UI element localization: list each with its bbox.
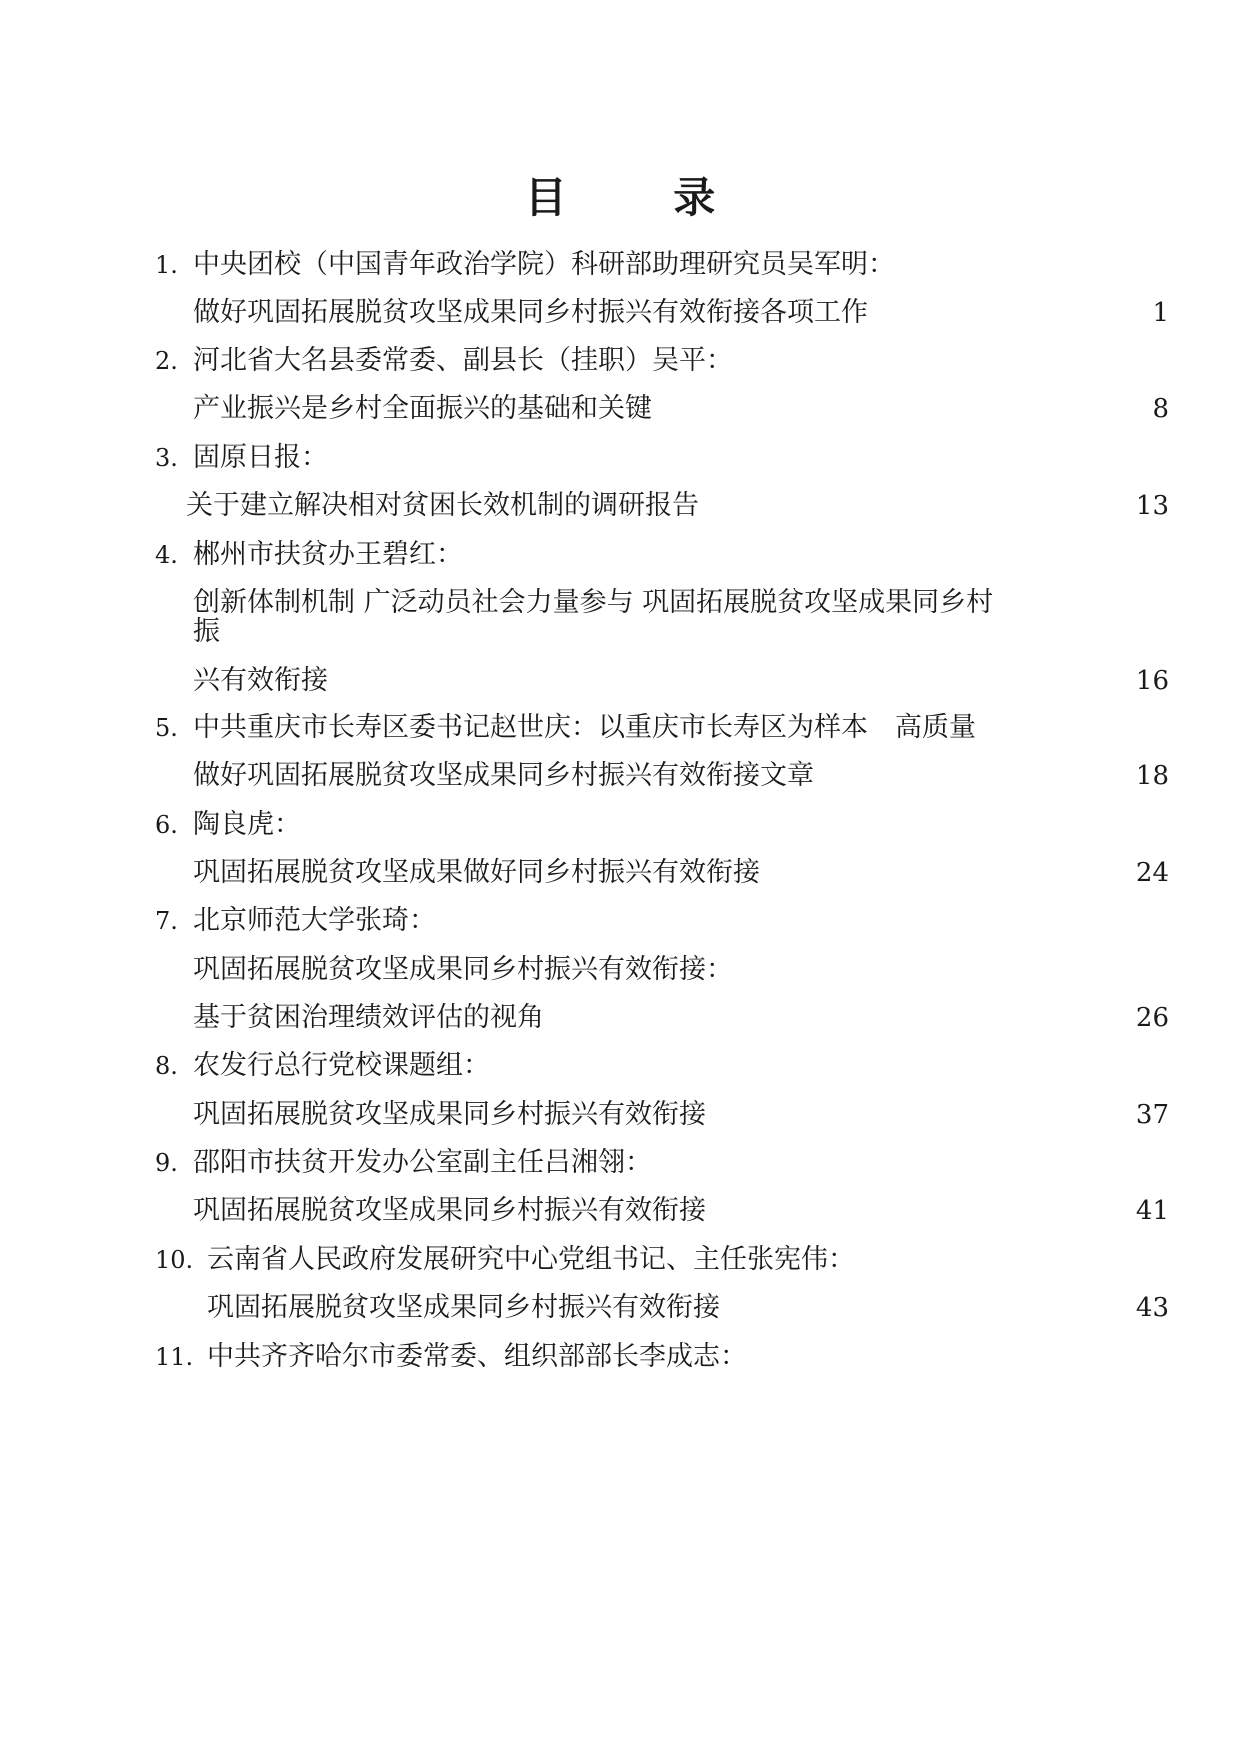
entry-heading-text: 云南省人民政府发展研究中心党组书记、主任张宪伟：	[207, 1244, 855, 1275]
entry-title-text: 产业振兴是乡村全面振兴的基础和关键	[193, 393, 652, 424]
toc-entry-title[interactable]	[0, 1095, 1240, 1135]
page-number: 43	[1135, 1293, 1169, 1323]
entry-heading-text: 固原日报：	[193, 442, 328, 473]
entry-number: 10.	[155, 1246, 194, 1274]
entry-title-text: 兴有效衔接	[193, 665, 328, 696]
toc-entry-title[interactable]	[0, 756, 1240, 796]
entry-title-text: 巩固拓展脱贫攻坚成果同乡村振兴有效衔接：	[193, 954, 733, 985]
toc-entry-heading[interactable]	[0, 1046, 1240, 1086]
toc-entry-heading[interactable]	[0, 1240, 1240, 1280]
entry-heading-text: 郴州市扶贫办王碧红：	[193, 539, 463, 570]
toc-entry-title[interactable]	[0, 853, 1240, 893]
entry-number: 7.	[155, 907, 178, 935]
entry-number: 8.	[155, 1052, 178, 1080]
toc-entry-heading[interactable]	[0, 1337, 1240, 1377]
page-number: 37	[1135, 1100, 1169, 1130]
entry-number: 4.	[155, 541, 178, 569]
toc-entry-heading[interactable]	[0, 708, 1240, 748]
toc-entry-title[interactable]	[0, 293, 1240, 333]
page-title: 目 录	[524, 173, 762, 222]
toc-entry-title[interactable]	[0, 998, 1240, 1038]
entry-heading-text: 北京师范大学张琦：	[193, 905, 436, 936]
entry-heading-text: 中共重庆市长寿区委书记赵世庆：以重庆市长寿区为样本 高质量	[193, 712, 976, 743]
entry-title-text: 巩固拓展脱贫攻坚成果做好同乡村振兴有效衔接	[193, 857, 760, 888]
entry-number: 6.	[155, 811, 178, 839]
toc-entry-title[interactable]	[0, 486, 1240, 526]
entry-title-text: 巩固拓展脱贫攻坚成果同乡村振兴有效衔接	[193, 1195, 706, 1226]
toc-entry-title[interactable]	[0, 661, 1240, 701]
entry-number: 1.	[155, 251, 178, 279]
entry-heading-text: 河北省大名县委常委、副县长（挂职）吴平：	[193, 345, 733, 376]
entry-heading-text: 陶良虎：	[193, 809, 301, 840]
toc-entry-heading[interactable]	[0, 438, 1240, 478]
toc-entry-heading[interactable]	[0, 901, 1240, 941]
page-number: 41	[1135, 1196, 1169, 1226]
entry-title-text: 基于贫困治理绩效评估的视角	[193, 1002, 544, 1033]
entry-title-text: 关于建立解决相对贫困长效机制的调研报告	[186, 490, 699, 521]
page-number: 8	[1152, 394, 1169, 424]
entry-heading-text: 中央团校（中国青年政治学院）科研部助理研究员吴军明：	[193, 249, 895, 280]
entry-title-text: 振	[193, 616, 220, 647]
toc-entry-title[interactable]	[0, 950, 1240, 990]
toc-entry-heading[interactable]	[0, 535, 1240, 575]
entry-heading-text: 中共齐齐哈尔市委常委、组织部部长李成志：	[207, 1341, 747, 1372]
toc-entry-title[interactable]	[0, 612, 1240, 652]
toc-entry-heading[interactable]	[0, 1143, 1240, 1183]
toc-entry-title[interactable]	[0, 1288, 1240, 1328]
entry-number: 5.	[155, 714, 178, 742]
entry-number: 11.	[155, 1343, 194, 1371]
page-number: 24	[1135, 858, 1169, 888]
toc-entry-heading[interactable]	[0, 805, 1240, 845]
entry-title-text: 巩固拓展脱贫攻坚成果同乡村振兴有效衔接	[207, 1292, 720, 1323]
toc-entry-title[interactable]	[0, 389, 1240, 429]
page-number: 13	[1135, 491, 1169, 521]
page-number: 16	[1135, 666, 1169, 696]
toc-entry-heading[interactable]	[0, 245, 1240, 285]
entry-number: 9.	[155, 1149, 178, 1177]
entry-title-text: 创新体制机制 广泛动员社会力量参与 巩固拓展脱贫攻坚成果同乡村	[193, 587, 994, 618]
entry-number: 3.	[155, 444, 178, 472]
entry-heading-text: 农发行总行党校课题组：	[193, 1050, 490, 1081]
page-number: 26	[1135, 1003, 1169, 1033]
entry-title-text: 做好巩固拓展脱贫攻坚成果同乡村振兴有效衔接文章	[193, 760, 814, 791]
entry-number: 2.	[155, 347, 178, 375]
page-number: 18	[1135, 761, 1169, 791]
toc-entry-heading[interactable]	[0, 341, 1240, 381]
entry-title-text: 做好巩固拓展脱贫攻坚成果同乡村振兴有效衔接各项工作	[193, 297, 868, 328]
entry-title-text: 巩固拓展脱贫攻坚成果同乡村振兴有效衔接	[193, 1099, 706, 1130]
page-number: 1	[1152, 298, 1169, 328]
toc-entry-title[interactable]	[0, 1191, 1240, 1231]
entry-heading-text: 邵阳市扶贫开发办公室副主任吕湘翎：	[193, 1147, 652, 1178]
